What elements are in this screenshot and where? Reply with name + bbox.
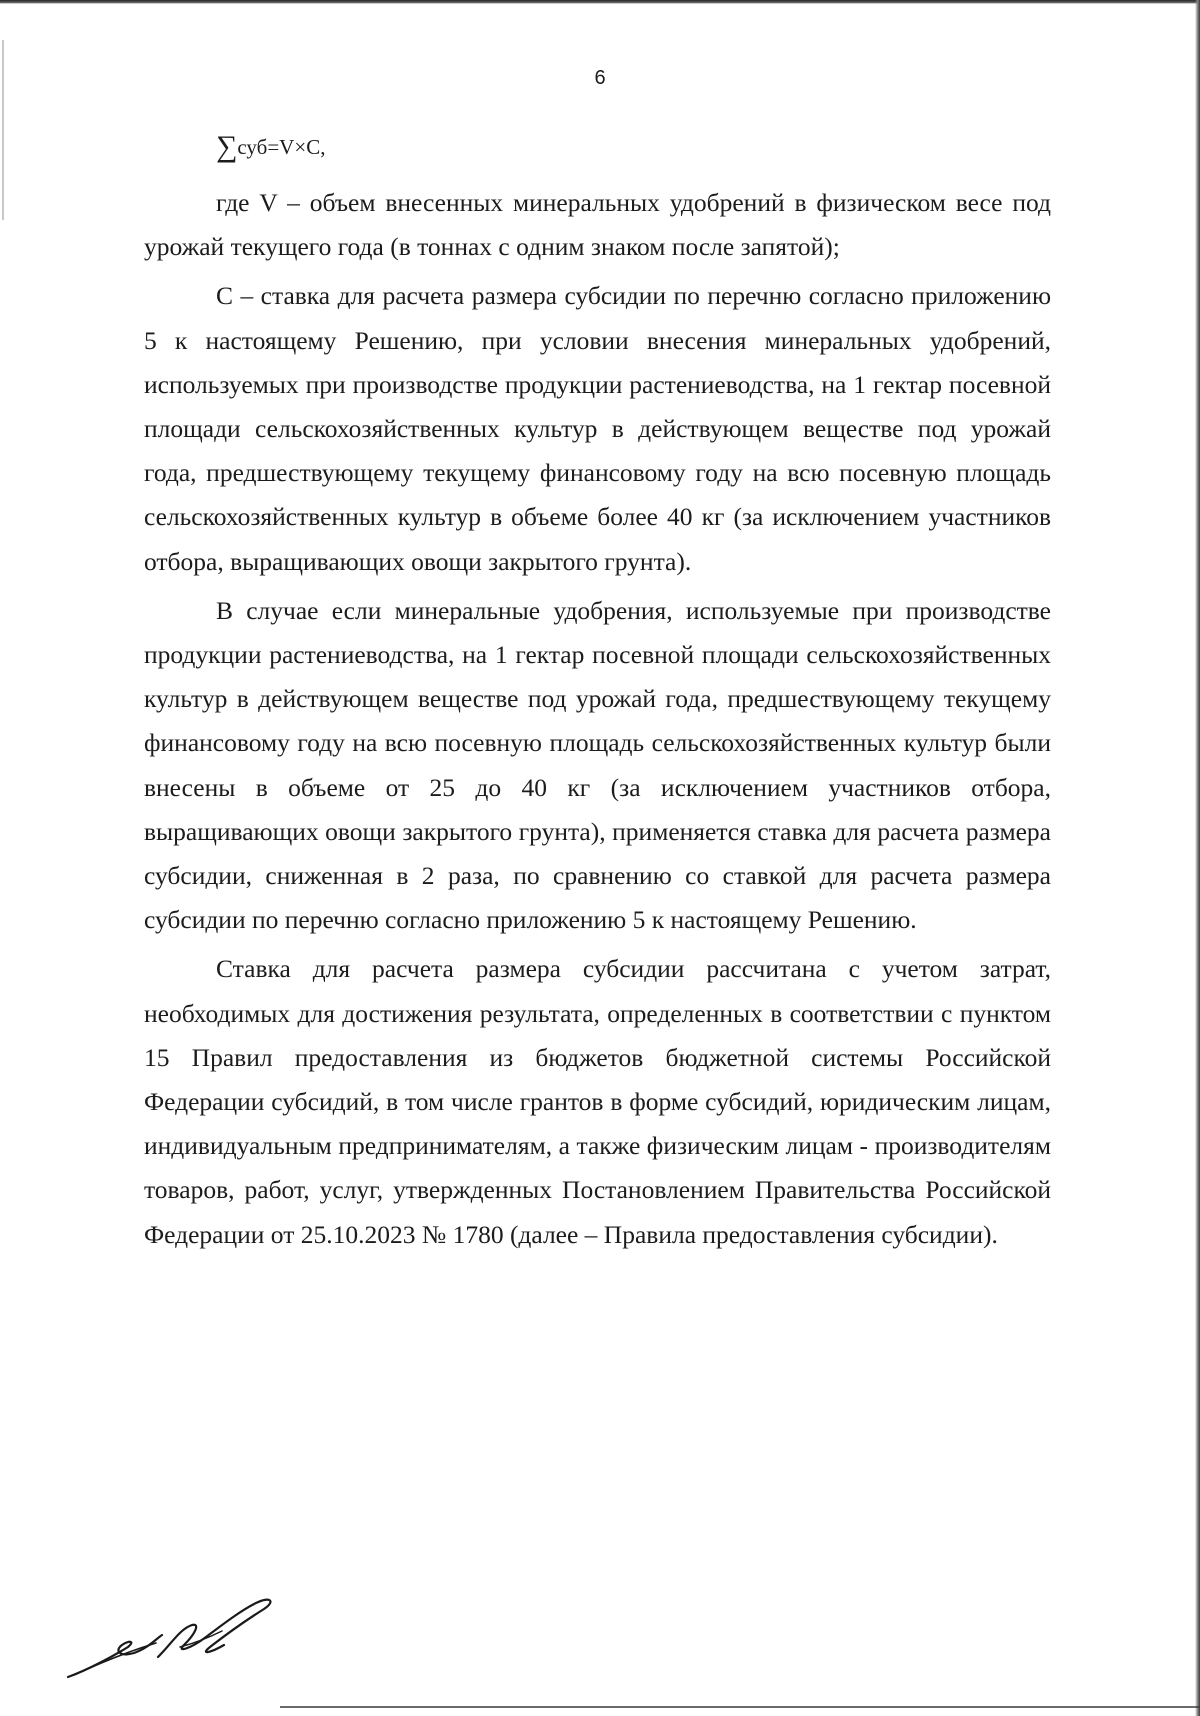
- formula-expression: суб=V×C,: [237, 135, 326, 159]
- paragraph-rate-calculation: Ставка для расчета размера субсидии рассчитана с учетом затрат, необходимых для достижения результата, определенных в соответствии с пунктом 15 Правил предоставления из бюджетов бюджетной системы Российской Федерации субсидий, в том числе грантов в форме субсидий, юридическим лицам, индивидуальным предпринимателям, а также физическим лицам - производителям товаров, работ, услуг, утвержденных Постановлением Правительства Российской Федерации от 25.10.2023 № 1780 (далее – Правила предоставления субсидии).: [144, 954, 1051, 1249]
- scan-bottom-line: [280, 1706, 1200, 1708]
- handwritten-signature: [60, 1585, 300, 1685]
- page-number: 6: [594, 67, 606, 89]
- scan-top-edge: [0, 0, 1200, 4]
- paragraph-variable-c: С – ставка для расчета размера субсидии по перечню согласно приложению 5 к настоящему Решению, при условии внесения минеральных удобрений, используемых при производстве продукции растениеводства, на 1 гектар посевной площади сельскохозяйственных культур в действующем веществе под урожай года, предшествующему текущему финансовому году на всю посевную площадь сельскохозяйственных культур в объеме более 40 кг (за исключением участников отбора, выращивающих овощи закрытого грунта).: [144, 281, 1051, 576]
- scan-right-edge: [1195, 0, 1200, 1716]
- formula: [216, 130, 325, 164]
- sigma-symbol: ∑: [216, 130, 238, 163]
- paragraph-variable-v: где V – объем внесенных минеральных удобрений в физическом весе под урожай текущего года (в тоннах с одним знаком после запятой);: [144, 188, 1051, 262]
- paragraph-reduced-rate: В случае если минеральные удобрения, используемые при производстве продукции растениеводства, на 1 гектар посевной площади сельскохозяйственных культур в действующем веществе под урожай года, предшествующему текущему финансовому году на всю посевную площадь сельскохозяйственных культур были внесены в объеме от 25 до 40 кг (за исключением участников отбора, выращивающих овощи закрытого грунта), применяется ставка для расчета размера субсидии, сниженная в 2 раза, по сравнению со ставкой для расчета размера субсидии по перечню согласно приложению 5 к настоящему Решению.: [144, 595, 1051, 935]
- body-text: [144, 181, 1051, 1257]
